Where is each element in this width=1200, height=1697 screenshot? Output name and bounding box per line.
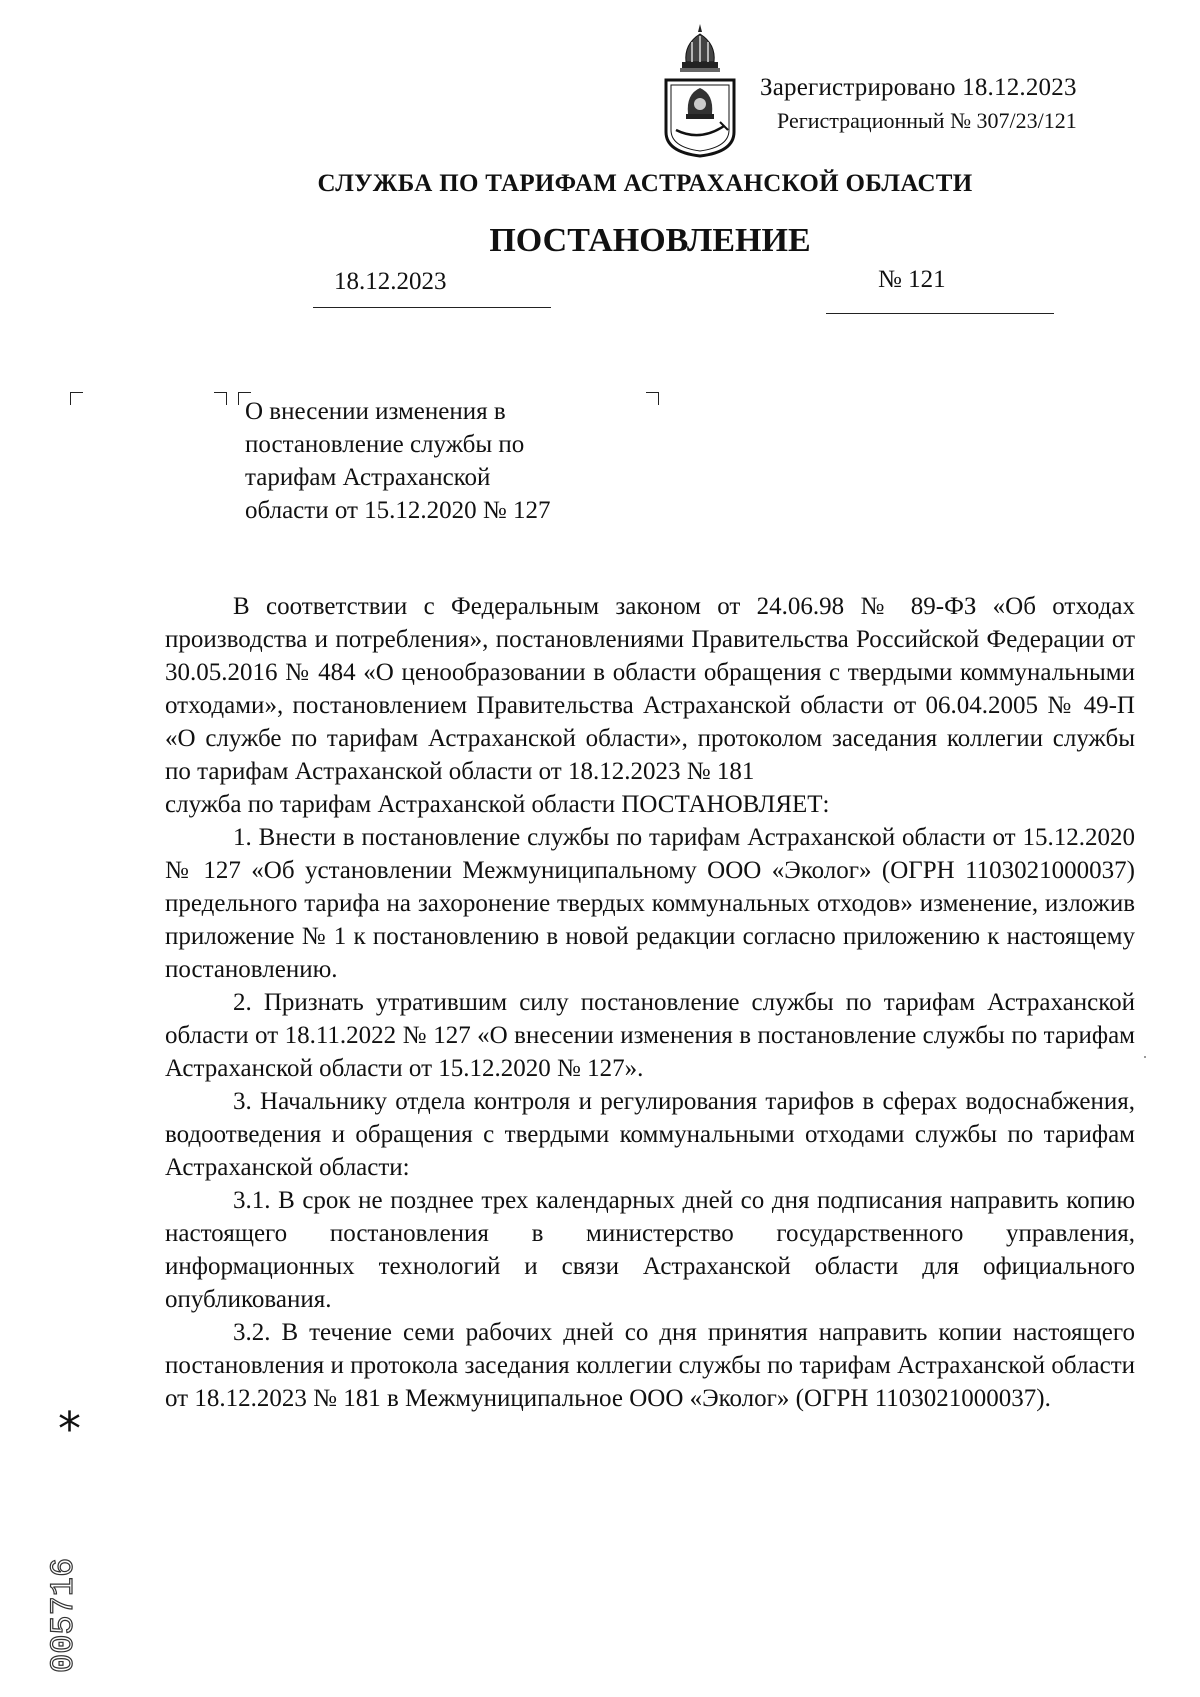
item-paragraph: 3.1. В срок не позднее трех календарных дней со дня подписания направить копию настоящего постановления в министерство государственного управления, информационных технологий и связи Астраханской области для официального опубликования. — [165, 1187, 1135, 1313]
subject-line: области от 15.12.2020 № 127 — [245, 497, 551, 524]
asterisk-mark: * — [58, 1402, 81, 1456]
corner-mark — [646, 392, 659, 405]
document-body — [165, 590, 1135, 1415]
item-paragraph: 2. Признать утратившим силу постановление службы по тарифам Астраханской области от 18.11.2022 № 127 «О внесении изменения в постановление службы по тарифам Астраханской области от 15.12.2020 № 127». — [165, 989, 1135, 1082]
registration-date: Зарегистрировано 18.12.2023 — [760, 74, 1077, 101]
item-paragraph: 1. Внести в постановление службы по тарифам Астраханской области от 15.12.2020 № 127 «Об установлении Межмуниципальному ООО «Эколог» (ОГРН 1103021000037) предельного тарифа на захоронение твердых коммунальных отходов» изменение, изложив приложение № 1 к постановлению в новой редакции согласно приложению к настоящему постановлению. — [165, 824, 1135, 983]
stamp-number-text: 005716 — [45, 1557, 82, 1673]
subject-line: постановление службы по — [245, 431, 525, 458]
subject-line: О внесении изменения в — [245, 398, 506, 425]
document-date: 18.12.2023 — [334, 268, 447, 295]
organization-name: СЛУЖБА ПО ТАРИФАМ АСТРАХАНСКОЙ ОБЛАСТИ — [317, 170, 973, 197]
corner-mark — [214, 392, 227, 405]
resolves-line: служба по тарифам Астраханской области ПОСТАНОВЛЯЕТ: — [165, 791, 830, 818]
document-subject — [245, 395, 617, 527]
date-underline — [313, 307, 551, 308]
preamble-paragraph: В соответствии с Федеральным законом от 24.06.98 № 89-ФЗ «Об отходах производства и потребления», постановлениями Правительства Российской Федерации от 30.05.2016 № 484 «О ценообразовании в области обращения с твердыми коммунальными отходами», постановлением Правительства Астраханской области от 06.04.2005 № 49-П «О службе по тарифам Астраханской области», протоколом заседания коллегии службы по тарифам Астраханской области от 18.12.2023 № 181 — [165, 593, 1135, 785]
corner-mark — [70, 392, 83, 405]
document-type-title: ПОСТАНОВЛЕНИЕ — [489, 222, 811, 259]
number-underline — [826, 313, 1054, 314]
stamp-number — [44, 1555, 84, 1675]
document-number: № 121 — [878, 266, 946, 293]
coat-of-arms-emblem — [662, 22, 738, 158]
item-paragraph: 3. Начальнику отдела контроля и регулирования тарифов в сферах водоснабжения, водоотведения и обращения с твердыми коммунальными отходами службы по тарифам Астраханской области: — [165, 1088, 1135, 1181]
item-paragraph: 3.2. В течение семи рабочих дней со дня принятия направить копии настоящего постановления и протокола заседания коллегии службы по тарифам Астраханской области от 18.12.2023 № 181 в Межмуниципальное ООО «Эколог» (ОГРН 1103021000037). — [165, 1319, 1135, 1412]
scan-speck — [1144, 1056, 1146, 1058]
subject-line: тарифам Астраханской — [245, 464, 491, 491]
registration-number: Регистрационный № 307/23/121 — [777, 108, 1077, 133]
